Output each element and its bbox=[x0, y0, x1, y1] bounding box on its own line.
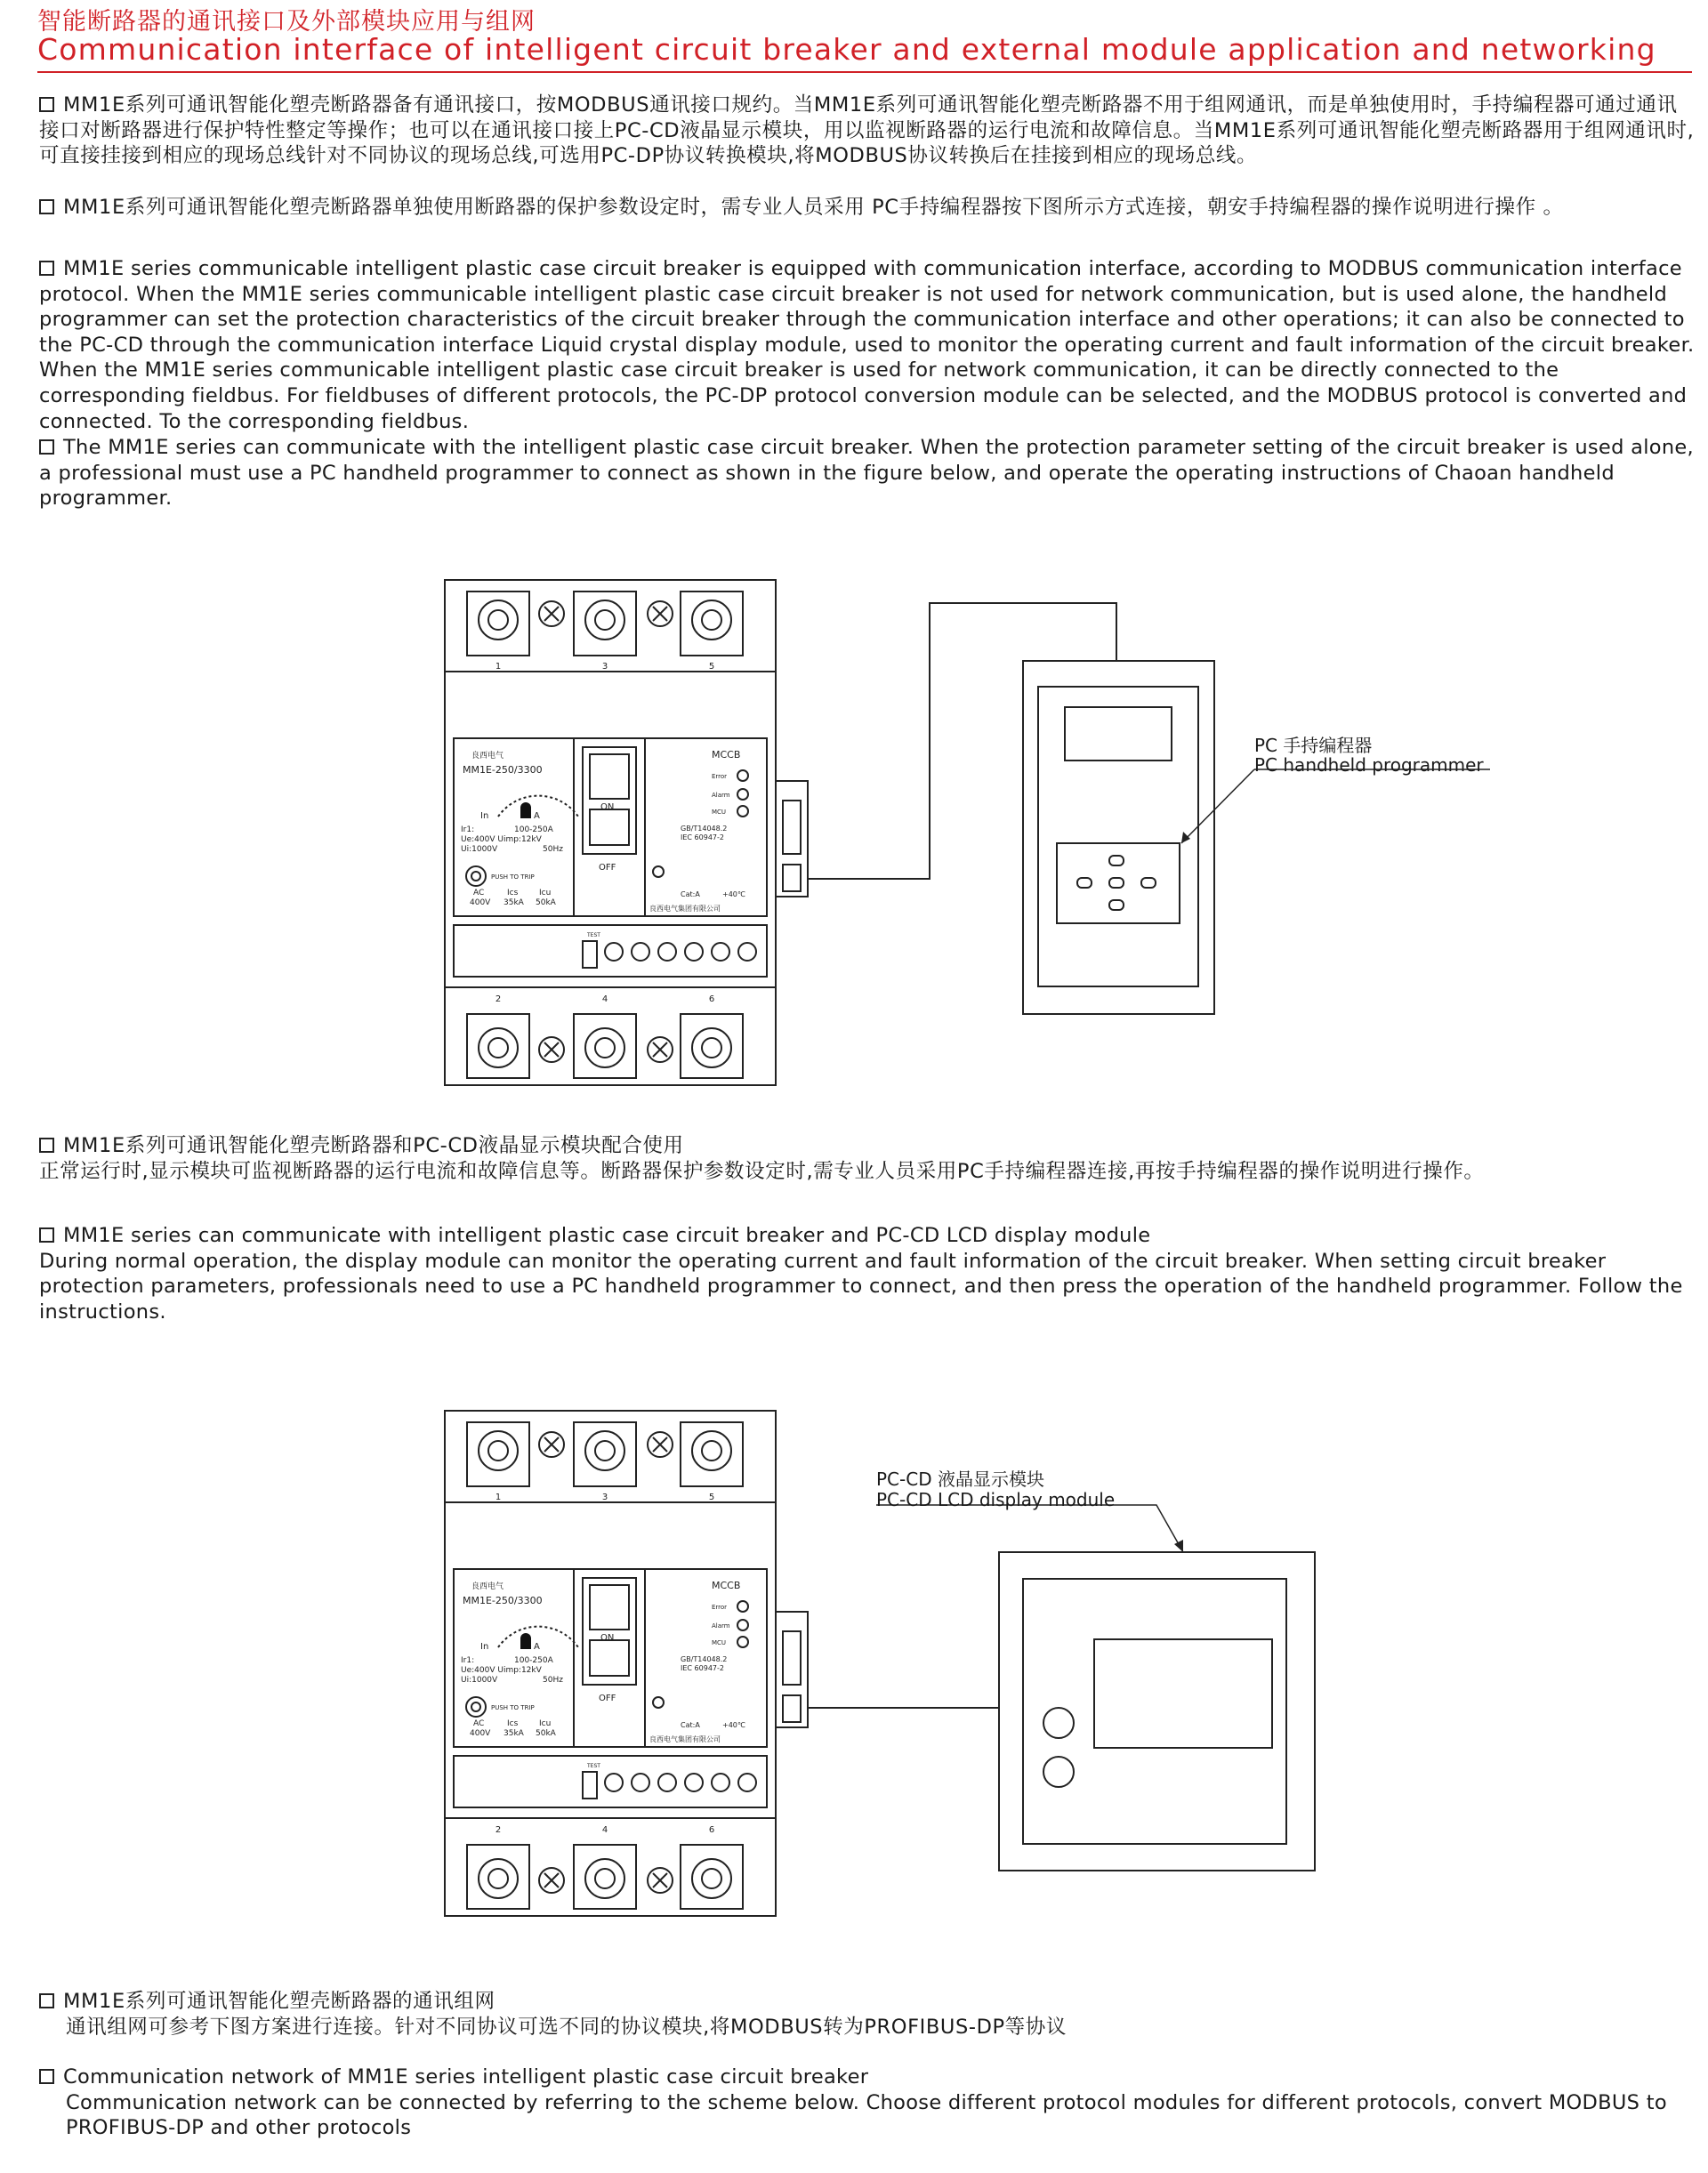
icu-label: Icu bbox=[539, 1719, 552, 1728]
company-label: 良西电气集团有限公司 bbox=[649, 905, 721, 913]
circuit-breaker bbox=[445, 580, 808, 1085]
standard-label: IEC 60947-2 bbox=[681, 1664, 724, 1672]
on-label: ON bbox=[600, 1633, 615, 1643]
checkbox-icon bbox=[39, 1227, 54, 1243]
in-label: In bbox=[480, 811, 489, 821]
lcd-label-zh: PC-CD 液晶显示模块 bbox=[876, 1469, 1044, 1490]
cat-label: Cat:A bbox=[681, 890, 700, 898]
figure-breaker-with-programmer bbox=[0, 569, 1708, 1103]
in-value: 250 bbox=[503, 812, 519, 821]
page-title-en: Communication interface of intelligent circuit breaker and external module application and networking bbox=[37, 32, 1656, 67]
ac-label: AC bbox=[473, 889, 485, 897]
section2-zh: MM1E系列可通讯智能化塑壳断路器和PC-CD液晶显示模块配合使用 正常运行时,显示模块可监视断路器的运行电流和故障信息等。断路器保护参数设定时,需专业人员采用PC手持编程器连接,再按手持编程器的操作说明进行操作。 bbox=[39, 1134, 1485, 1183]
checkbox-icon bbox=[39, 199, 54, 214]
standard-label: GB/T14048.2 bbox=[681, 825, 728, 833]
terminal-label: 5 bbox=[708, 662, 715, 672]
model-label: MM1E-250/3300 bbox=[463, 1595, 543, 1606]
brand-label: 良西电气 bbox=[471, 752, 504, 761]
icu-value: 50kA bbox=[536, 898, 556, 907]
terminal-label: 6 bbox=[708, 994, 715, 1004]
standard-label: IEC 60947-2 bbox=[681, 833, 724, 841]
ue-label: Ue:400V Uimp:12kV bbox=[461, 835, 542, 844]
checkbox-icon bbox=[39, 1138, 54, 1153]
callout-pointer bbox=[1181, 769, 1254, 843]
in-value: 250 bbox=[503, 1643, 519, 1652]
brand-label: 良西电气 bbox=[471, 1582, 504, 1591]
terminal-label: 2 bbox=[495, 994, 502, 1004]
mcu-label: MCU bbox=[712, 1639, 727, 1646]
alarm-label: Alarm bbox=[712, 1622, 730, 1630]
on-label: ON bbox=[600, 802, 615, 812]
standard-label: GB/T14048.2 bbox=[681, 1655, 728, 1663]
terminal-label: 1 bbox=[495, 662, 502, 672]
alarm-label: Alarm bbox=[712, 792, 730, 799]
checkbox-icon bbox=[39, 439, 54, 455]
error-label: Error bbox=[712, 773, 728, 780]
push-to-trip-label: PUSH TO TRIP bbox=[491, 1704, 535, 1711]
mcu-label: MCU bbox=[712, 809, 727, 816]
ac-value: 400V bbox=[470, 898, 491, 907]
test-label: TEST bbox=[587, 932, 600, 938]
company-label: 良西电气集团有限公司 bbox=[649, 1735, 721, 1743]
ics-value: 35kA bbox=[504, 898, 524, 907]
mccb-label: MCCB bbox=[712, 1580, 741, 1591]
in-value-badge bbox=[520, 1633, 531, 1649]
terminal-label: 4 bbox=[601, 994, 608, 1004]
programmer-screen bbox=[1065, 707, 1172, 761]
intro-zh-paragraph-1: MM1E系列可通讯智能化塑壳断路器备有通讯接口，按MODBUS通讯接口规约。当MM1E系列可通讯智能化塑壳断路器不用于组网通讯，而是单独使用时，手持编程器可通过通讯接口对断路器进行保护特性整定等操作；也可以在通讯接口接上PC-CD液晶显示模块，用以监视断路器的运行电流和故障信息。当MM1E系列可通讯智能化塑壳断路器用于组网通讯时,可直接挂接到相应的现场总线针对不同协议的现场总线,可选用PC-DP协议转换模块,将MODBUS协议转换后在挂接到相应的现场总线。 bbox=[39, 93, 1695, 168]
ui-label: Ui:1000V bbox=[461, 1676, 498, 1685]
ui-label: Ui:1000V bbox=[461, 845, 498, 854]
lcd-label-en: PC-CD LCD display module bbox=[876, 1489, 1116, 1510]
cat-label: Cat:A bbox=[681, 1721, 700, 1729]
terminal-label: 3 bbox=[601, 662, 608, 672]
ir-label: Ir1: bbox=[461, 1656, 475, 1665]
checkbox-icon bbox=[39, 2069, 54, 2084]
section3-en: Communication network of MM1E series intelligent plastic case circuit breaker Communication network can be connected by referring to the scheme below. Choose different protocol modules for different protocols, convert MODBUS to PROFIBUS-DP and other protocols bbox=[39, 2064, 1696, 2141]
checkbox-icon bbox=[39, 1993, 54, 2008]
terminal-label: 4 bbox=[601, 1825, 608, 1835]
checkbox-icon bbox=[39, 97, 54, 112]
icu-label: Icu bbox=[539, 889, 552, 897]
section2-en: MM1E series can communicate with intelligent plastic case circuit breaker and PC-CD LCD display module During normal operation, the display module can monitor the operating current and fault information of the circuit breaker. When setting circuit breaker protection parameters, professionals need to use a PC handheld programmer to connect, and then press the operation of the handheld programmer. Follow the instructions. bbox=[39, 1224, 1683, 1324]
page-title-zh: 智能断路器的通讯接口及外部模块应用与组网 bbox=[37, 8, 536, 36]
callout-line bbox=[876, 1505, 1183, 1552]
model-label: MM1E-250/3300 bbox=[463, 764, 543, 776]
off-label: OFF bbox=[599, 1694, 616, 1703]
intro-zh-paragraph-2: MM1E系列可通讯智能化塑壳断路器单独使用断路器的保护参数设定时，需专业人员采用 PC手持编程器按下图所示方式连接，朝安手持编程器的操作说明进行操作 。 bbox=[39, 195, 1696, 221]
ac-label: AC bbox=[473, 1719, 485, 1728]
arrow-icon bbox=[1181, 832, 1190, 843]
terminal-label: 3 bbox=[601, 1493, 608, 1502]
in-value-badge bbox=[520, 802, 531, 818]
programmer-label-en: PC handheld programmer bbox=[1254, 754, 1484, 776]
ue-label: Ue:400V Uimp:12kV bbox=[461, 1666, 542, 1675]
temp-label: +40℃ bbox=[722, 1721, 745, 1729]
checkbox-icon bbox=[39, 261, 54, 276]
intro-en-paragraph-1: MM1E series communicable intelligent plastic case circuit breaker is equipped with communication interface, according to MODBUS communication interface protocol. When the MM1E series communicable intelligent plastic case circuit breaker is not used for network communication, but is used alone, the handheld programmer can set the protection characteristics of the circuit breaker through the communication interface and other operations; it can also be connected to the PC-CD through the communication interface Liquid crystal display module, used to monitor the operating current and fault information of the circuit breaker. When the MM1E series communicable intelligent plastic case circuit breaker is used for network communication, it can be directly connected to the corresponding fieldbus. For fieldbuses of different protocols, the PC-DP protocol conversion module can be selected, and the MODBUS protocol is converted and connected. To the corresponding fieldbus. bbox=[39, 257, 1695, 433]
connection-cable bbox=[808, 603, 1116, 879]
ics-value: 35kA bbox=[504, 1729, 524, 1738]
ir-range: 100-250A bbox=[514, 825, 553, 834]
amp-label: A bbox=[534, 1642, 540, 1652]
ac-value: 400V bbox=[470, 1729, 491, 1738]
circuit-breaker bbox=[445, 1411, 808, 1916]
ir-range: 100-250A bbox=[514, 1656, 553, 1665]
intro-en-paragraph-2: The MM1E series can communicate with the intelligent plastic case circuit breaker. When the protection parameter setting of the circuit breaker is used alone, a professional must use a PC handheld programmer to connect as shown in the figure below, and operate the operating instructions of Chaoan handheld programmer. bbox=[39, 436, 1694, 511]
ir-label: Ir1: bbox=[461, 825, 475, 834]
temp-label: +40℃ bbox=[722, 890, 745, 898]
terminal-label: 1 bbox=[495, 1493, 502, 1502]
off-label: OFF bbox=[599, 863, 616, 873]
hz-label: 50Hz bbox=[543, 845, 563, 854]
icu-value: 50kA bbox=[536, 1729, 556, 1738]
push-to-trip-label: PUSH TO TRIP bbox=[491, 873, 535, 881]
lcd-screen bbox=[1094, 1639, 1272, 1748]
ics-label: Ics bbox=[507, 1719, 519, 1728]
hz-label: 50Hz bbox=[543, 1676, 563, 1685]
terminal-label: 6 bbox=[708, 1825, 715, 1835]
lcd-button bbox=[1043, 1757, 1074, 1787]
mccb-label: MCCB bbox=[712, 749, 741, 761]
title-divider bbox=[37, 71, 1692, 73]
terminal-label: 2 bbox=[495, 1825, 502, 1835]
programmer-label-zh: PC 手持编程器 bbox=[1254, 735, 1373, 756]
amp-label: A bbox=[534, 811, 540, 821]
pc-cd-lcd-module bbox=[999, 1552, 1315, 1871]
arrow-icon bbox=[1174, 1540, 1183, 1552]
test-label: TEST bbox=[587, 1763, 600, 1769]
figure-breaker-with-lcd-module bbox=[0, 1396, 1708, 1930]
section3-zh: MM1E系列可通讯智能化塑壳断路器的通讯组网 通讯组网可参考下图方案进行连接。针对不同协议可选不同的协议模块,将MODBUS转为PROFIBUS-DP等协议 bbox=[39, 1989, 1696, 2040]
error-label: Error bbox=[712, 1604, 728, 1611]
ics-label: Ics bbox=[507, 889, 519, 897]
in-label: In bbox=[480, 1642, 489, 1652]
lcd-button bbox=[1043, 1708, 1074, 1738]
terminal-label: 5 bbox=[708, 1493, 715, 1502]
